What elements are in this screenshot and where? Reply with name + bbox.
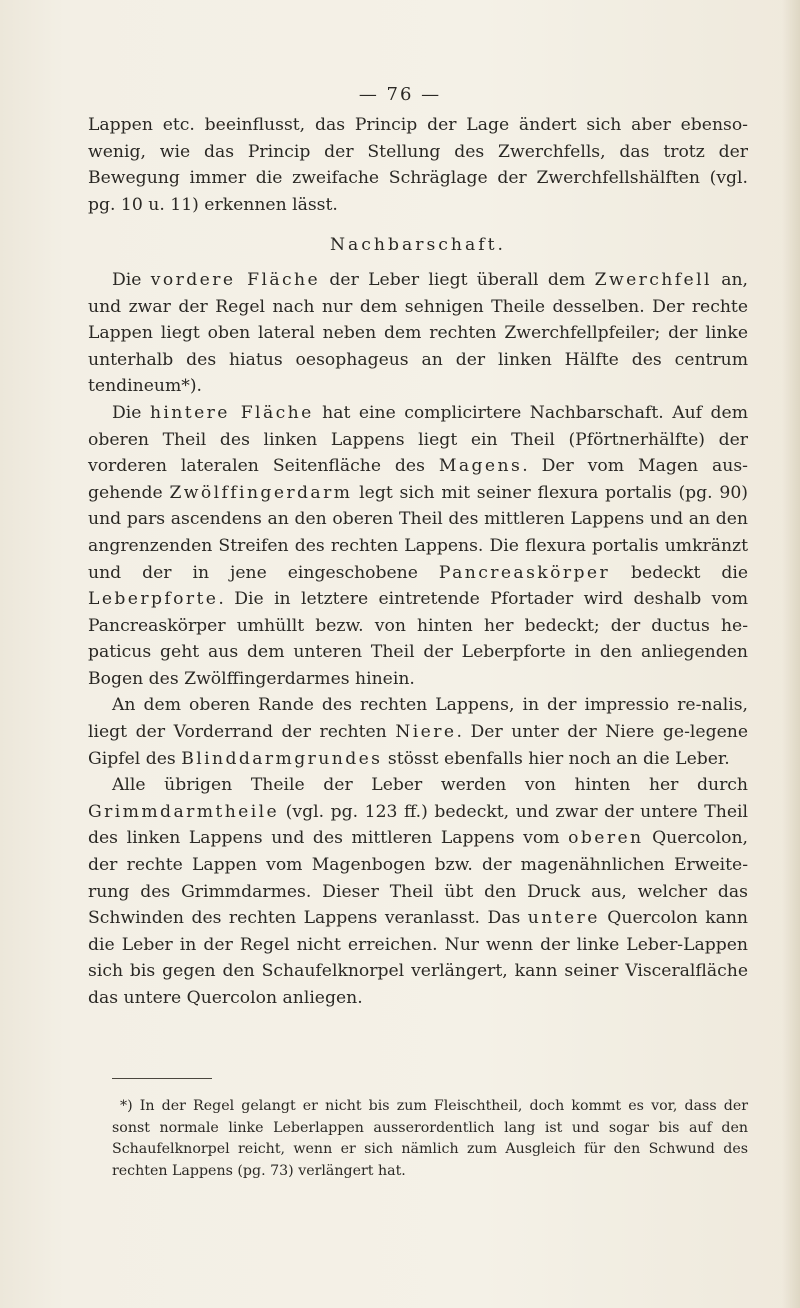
- text-run: bedeckt die: [610, 562, 748, 583]
- paragraph-vordere-flaeche: [88, 267, 748, 400]
- text-run: (vgl. pg. 123 ff.) bedeckt, und zwar der untere Theil des linken Lappens und des mittleren Lappens vom: [88, 801, 748, 849]
- text-run: Quercolon, der rechte Lappen vom Magenbogen bzw. der magenähnlichen Erweite-rung des Grimmdarmes. Dieser Theil übt den Druck aus, welcher das Schwinden des rechten Lappens veranlasst. Das: [88, 828, 748, 929]
- paragraph-continuation: Lappen etc. beeinflusst, das Princip der Lage ändert sich aber ebenso-wenig, wie das Princip der Stellung des Zwerchfells, das trotz der Bewegung immer die zweifache Schräglage der Zwerchfellshälften (vgl. pg. 10 u. 11) erkennen lässt.: [88, 115, 748, 215]
- page-number: — 76 —: [358, 84, 442, 105]
- text-run: Die: [112, 269, 151, 290]
- spaced-term: Leberpforte: [88, 589, 219, 610]
- text-run: hat eine complicirtere Nachbarschaft. Auf dem oberen Theil des linken Lappens liegt ein Theil (Pförtnerhälfte) der vorderen lateralen Seitenfläche des: [88, 402, 748, 477]
- text-run: Quercolon kann die Leber in der Regel nicht erreichen. Nur wenn der linke Leber-Lappen sich bis gegen den Schaufelknorpel verlängert, kann seiner Visceralfläche das untere Quercolon anliegen.: [88, 908, 748, 1008]
- spaced-term: Zwölffingerdarm: [169, 482, 353, 503]
- text-run: Die: [112, 402, 150, 423]
- spaced-term: Magens: [438, 456, 523, 477]
- text-run: der Leber liegt überall dem: [320, 269, 595, 290]
- spaced-term: oberen: [568, 828, 644, 849]
- spaced-term: hintere Fläche: [149, 402, 314, 423]
- spaced-term: vordere Fläche: [150, 269, 321, 290]
- paragraph-oberer-rand: [88, 692, 748, 772]
- paragraph-uebrige-theile: [88, 772, 748, 1011]
- text-run: . Der vom Magen aus-gehende: [88, 456, 748, 503]
- footnote-rule: [112, 1078, 212, 1079]
- text-run: . Der unter der Niere ge-legene Gipfel des: [88, 722, 748, 769]
- text-run: legt sich mit seiner flexura portalis (pg. 90) und pars ascendens an den oberen Theil des mittleren Lappens und an den angrenzenden Streifen des rechten Lappens. Die flexura portalis umkränzt und der in jene eingeschobene: [88, 482, 748, 583]
- spaced-term: Grimmdarmtheile: [88, 801, 280, 822]
- text-run: Alle übrigen Theile der Leber werden von hinten her durch: [112, 775, 748, 796]
- main-text: [88, 112, 748, 1012]
- text-run: An dem oberen Rande des rechten Lappens, in der impressio re-nalis, liegt der Vorderrand der rechten: [88, 695, 748, 743]
- spaced-term: Zwerchfell: [594, 269, 712, 290]
- section-heading: Nachbarschaft.: [330, 235, 506, 256]
- footnote: [112, 1096, 748, 1182]
- page-edge-shadow: [782, 0, 800, 1308]
- text-run: . Die in letztere eintretende Pfortader wird deshalb vom Pancreaskörper umhüllt bezw. von hinten her bedeckt; der ductus he-paticus geht aus dem unteren Theil der Leberpforte in den anliegenden Bogen des Zwölffingerdarmes hinein.: [88, 589, 748, 689]
- text-run: an, und zwar der Regel nach nur dem sehnigen Theile desselben. Der rechte Lappen liegt oben lateral neben dem rechten Zwerchfellpfeiler; der linke unterhalb des hiatus oesophageus an der linken Hälfte des centrum tendineum*).: [88, 269, 748, 397]
- paragraph-hintere-flaeche: [88, 400, 748, 693]
- spaced-term: untere: [527, 908, 600, 929]
- spaced-term: Niere: [395, 722, 457, 743]
- footnote-text: *) In der Regel gelangt er nicht bis zum Fleischtheil, doch kommt es vor, dass der sonst normale linke Leberlappen ausserordentlich lang ist und sogar bis auf den Schaufelknorpel reicht, wenn er sich nämlich zum Ausgleich für den Schwund des rechten Lappens (pg. 73) verlängert hat.: [112, 1098, 748, 1179]
- text-run: stösst ebenfalls hier noch an die Leber.: [382, 748, 730, 769]
- spaced-term: Pancreaskörper: [438, 562, 611, 583]
- spaced-term: Blinddarmgrundes: [181, 748, 383, 769]
